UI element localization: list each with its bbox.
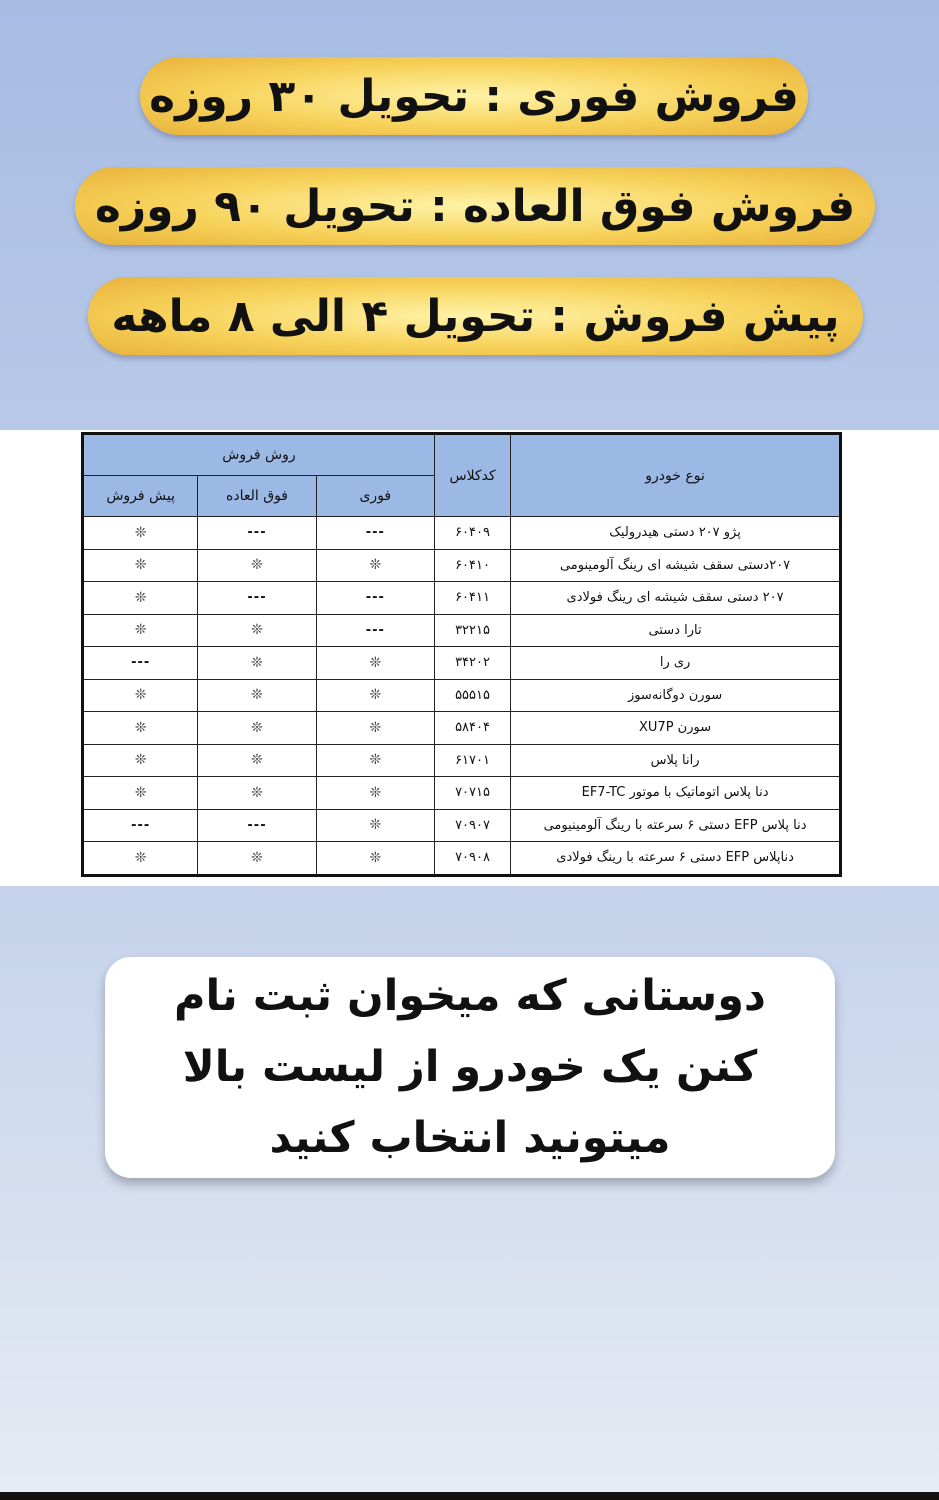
cell-special: ❊ [198, 647, 316, 680]
cell-code: ۶۱۷۰۱ [434, 744, 510, 777]
cell-name: ۲۰۷ دستی سقف شیشه ای رینگ فولادی [511, 582, 841, 615]
cell-code: ۶۰۴۱۰ [434, 549, 510, 582]
cell-name: سورن XU7P [511, 712, 841, 745]
cell-immediate: ❊ [316, 679, 434, 712]
cell-presale: --- [83, 809, 198, 842]
cell-code: ۷۰۹۰۸ [434, 842, 510, 876]
cell-presale: ❊ [83, 712, 198, 745]
cell-immediate: ❊ [316, 842, 434, 876]
cell-name: سورن دوگانه‌سوز [511, 679, 841, 712]
cell-code: ۵۵۵۱۵ [434, 679, 510, 712]
banner-presale: پیش فروش : تحویل ۴ الی ۸ ماهه [88, 277, 863, 355]
cell-presale: ❊ [83, 517, 198, 550]
header-special: فوق العاده [198, 476, 316, 517]
bottom-bar [0, 1492, 939, 1500]
cell-special: ❊ [198, 777, 316, 810]
cell-immediate: ❊ [316, 647, 434, 680]
cell-code: ۷۰۹۰۷ [434, 809, 510, 842]
cell-special: ❊ [198, 712, 316, 745]
cell-presale: ❊ [83, 777, 198, 810]
cell-presale: ❊ [83, 614, 198, 647]
cell-immediate: --- [316, 582, 434, 615]
cell-code: ۶۰۴۱۱ [434, 582, 510, 615]
header-class-code: کدکلاس [434, 434, 510, 517]
cell-code: ۶۰۴۰۹ [434, 517, 510, 550]
cell-special: ❊ [198, 614, 316, 647]
table-row [83, 614, 841, 647]
cell-presale: ❊ [83, 549, 198, 582]
table-row [83, 679, 841, 712]
cell-name: دنا پلاس اتوماتیک با موتور EF7-TC [511, 777, 841, 810]
table-row [83, 744, 841, 777]
cell-code: ۳۴۲۰۲ [434, 647, 510, 680]
cell-code: ۵۸۴۰۴ [434, 712, 510, 745]
cell-name: ۲۰۷دستی سقف شیشه ای رینگ آلومینومی [511, 549, 841, 582]
cell-special: ❊ [198, 679, 316, 712]
cell-presale: ❊ [83, 582, 198, 615]
message-line: میتونید انتخاب کنید [269, 1113, 671, 1163]
cell-special: --- [198, 809, 316, 842]
cell-immediate: ❊ [316, 809, 434, 842]
table-row [83, 712, 841, 745]
message-line: دوستانی که میخوان ثبت نام [174, 971, 766, 1021]
cell-presale: --- [83, 647, 198, 680]
cell-name: دنا پلاس EFP دستی ۶ سرعته با رینگ آلومینیومی [511, 809, 841, 842]
header-immediate: فوری [316, 476, 434, 517]
cell-immediate: ❊ [316, 549, 434, 582]
cell-immediate: ❊ [316, 744, 434, 777]
table-row [83, 549, 841, 582]
cell-presale: ❊ [83, 744, 198, 777]
cell-immediate: --- [316, 614, 434, 647]
cell-name: ری را [511, 647, 841, 680]
cell-name: پژو ۲۰۷ دستی هیدرولیک [511, 517, 841, 550]
cell-presale: ❊ [83, 842, 198, 876]
message-line: کنن یک خودرو از لیست بالا [182, 1042, 758, 1092]
table-row [83, 777, 841, 810]
header-sale-method: روش فروش [83, 434, 435, 476]
table-row [83, 842, 841, 876]
cell-name: رانا پلاس [511, 744, 841, 777]
cell-special: ❊ [198, 842, 316, 876]
cell-immediate: --- [316, 517, 434, 550]
banner-special-sale: فروش فوق العاده : تحویل ۹۰ روزه [75, 167, 875, 245]
cell-special: --- [198, 582, 316, 615]
cell-special: ❊ [198, 549, 316, 582]
cell-code: ۷۰۷۱۵ [434, 777, 510, 810]
table-row [83, 809, 841, 842]
cell-special: --- [198, 517, 316, 550]
header-presale: پیش فروش [83, 476, 198, 517]
cell-name: تارا دستی [511, 614, 841, 647]
table-row [83, 582, 841, 615]
car-table [81, 432, 842, 877]
cell-immediate: ❊ [316, 712, 434, 745]
cell-special: ❊ [198, 744, 316, 777]
cell-immediate: ❊ [316, 777, 434, 810]
message-card [105, 957, 835, 1178]
cell-code: ۳۲۲۱۵ [434, 614, 510, 647]
banner-immediate-sale: فروش فوری : تحویل ۳۰ روزه [140, 57, 808, 135]
header-car-type: نوع خودرو [511, 434, 841, 517]
table-row [83, 517, 841, 550]
table-row [83, 647, 841, 680]
cell-name: دناپلاس EFP دستی ۶ سرعته با رینگ فولادی [511, 842, 841, 876]
cell-presale: ❊ [83, 679, 198, 712]
